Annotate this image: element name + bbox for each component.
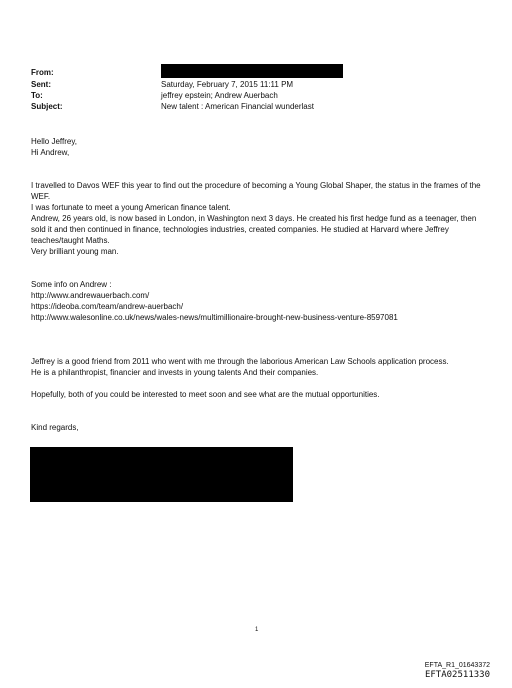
redaction-signature: [30, 447, 293, 502]
greeting-andrew: Hi Andrew,: [31, 148, 70, 157]
paragraph-philanthropist: He is a philanthropist, financier and invests in young talents And their companies.: [31, 368, 319, 377]
link-andrewauerbach[interactable]: http://www.andrewauerbach.com/: [31, 291, 150, 300]
email-header: [31, 68, 491, 113]
paragraph-fortunate: I was fortunate to meet a young American finance talent.: [31, 203, 231, 212]
greeting-jeffrey: Hello Jeffrey,: [31, 137, 77, 146]
sent-value: Saturday, February 7, 2015 11:11 PM: [161, 80, 294, 89]
bates-number-r1: EFTA_R1_01643372: [424, 662, 490, 669]
email-body: [31, 136, 491, 433]
closing: Kind regards,: [31, 423, 79, 432]
to-value: jeffrey epstein; Andrew Auerbach: [161, 91, 278, 100]
subject-value: New talent : American Financial wunderlast: [161, 102, 314, 111]
paragraph-friend: Jeffrey is a good friend from 2011 who went with me through the laborious American Law Schools application process.: [31, 357, 449, 366]
bates-number-efta: EFTA02511330: [424, 670, 490, 680]
paragraph-brilliant: Very brilliant young man.: [31, 247, 119, 256]
subject-label: Subject:: [31, 102, 63, 111]
to-label: To:: [31, 91, 43, 100]
paragraph-davos: I travelled to Davos WEF this year to find out the procedure of becoming a Young Global Shaper, the status in the frames of the WEF.: [31, 181, 481, 201]
from-label: From:: [31, 68, 54, 77]
paragraph-andrew-bio: Andrew, 26 years old, is now based in London, in Washington next 3 days. He created his first hedge fund as a teenager, then sold it and then continued in finance, technologies industries, created companies. He studied at Harvard where Jeffrey teaches/taught Maths.: [31, 214, 477, 245]
redaction-from: [161, 64, 343, 78]
bates-footer: [425, 661, 490, 681]
paragraph-hopefully: Hopefully, both of you could be interested to meet soon and see what are the mutual opportunities.: [31, 390, 380, 399]
link-ideoba[interactable]: https://ideoba.com/team/andrew-auerbach/: [31, 302, 184, 311]
page-number: 1: [255, 627, 259, 633]
info-label: Some info on Andrew :: [31, 280, 112, 289]
link-walesonline[interactable]: http://www.walesonline.co.uk/news/wales-news/multimillionaire-brought-new-business-venture-8597081: [31, 313, 398, 322]
sent-label: Sent:: [31, 80, 51, 89]
